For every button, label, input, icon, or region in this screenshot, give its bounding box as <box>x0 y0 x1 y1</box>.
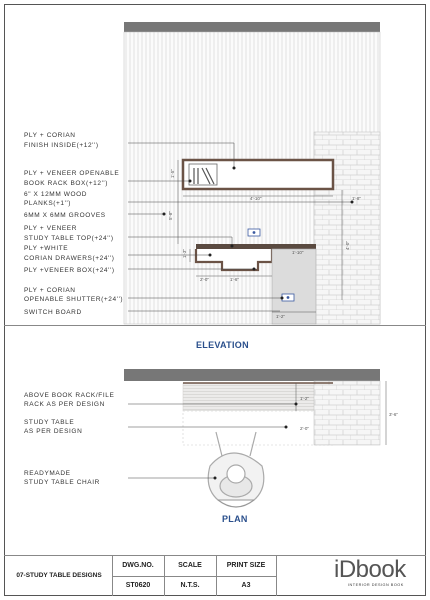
dwg-no-label: DWG.NO. <box>122 562 154 569</box>
dim-text: 1'-2" <box>300 396 309 401</box>
dim-text: 1'-2" <box>276 314 285 319</box>
dim-text: 1'-5" <box>170 169 175 178</box>
plan-wall-band <box>124 369 380 381</box>
plan-study-table <box>183 411 333 445</box>
plan-title: PLAN <box>222 514 248 524</box>
study-table-top <box>196 244 316 249</box>
note-book-rack-plan-a: ABOVE BOOK RACK/FILE <box>24 392 115 399</box>
title-block-row-divider <box>112 576 276 577</box>
note-wood-planks-b: PLANKS(+1'') <box>24 200 72 207</box>
note-book-rack-plan-b: RACK AS PER DESIGN <box>24 401 105 408</box>
dim-text: 1'-8" <box>352 196 361 201</box>
dwg-no-value: ST0620 <box>125 582 151 589</box>
print-size-value: A3 <box>241 582 251 589</box>
note-study-table-b: AS PER DESIGN <box>24 428 83 435</box>
dim-text: 4'-10" <box>250 196 262 201</box>
note-study-table-a: STUDY TABLE <box>24 419 75 426</box>
dim-text: 1'-3" <box>182 249 187 258</box>
print-size-label: PRINT SIZE <box>226 562 266 569</box>
note-book-rack-a: PLY + VENEER OPENABLE <box>24 170 120 177</box>
plan-brick-wall <box>314 381 380 445</box>
dim-text: 1'-10" <box>292 250 304 255</box>
note-grooves: 6MM X 6MM GROOVES <box>24 212 106 219</box>
plan-book-rack <box>183 383 333 411</box>
note-wood-planks-a: 6" X 12MM WOOD <box>24 191 88 198</box>
note-finish-inside: FINISH INSIDE(+12'') <box>24 142 99 149</box>
title-block-divider <box>276 555 277 596</box>
note-chair-a: READYMADE <box>24 470 71 477</box>
scale-value: N.T.S. <box>180 582 200 589</box>
dim-text: 2'-0" <box>200 277 209 282</box>
note-study-top-a: PLY + VENEER <box>24 225 78 232</box>
note-veneer-box: PLY +VENEER BOX(+24'') <box>24 267 115 274</box>
dim-text: 3'-6" <box>389 412 398 417</box>
dim-text: 4'-0" <box>345 241 350 250</box>
note-drawers-b: CORIAN DRAWERS(+24'') <box>24 255 115 262</box>
idbook-logo <box>334 557 426 595</box>
scale-label: SCALE <box>178 562 202 569</box>
note-drawers-a: PLY +WHITE <box>24 245 69 252</box>
note-book-rack-b: BOOK RACK BOX(+12'') <box>24 180 109 187</box>
note-ply-corian: PLY + CORIAN <box>24 132 76 139</box>
elevation-title: ELEVATION <box>196 340 249 350</box>
note-chair-b: STUDY TABLE CHAIR <box>24 479 100 486</box>
side-cabinet <box>272 249 316 324</box>
note-shutter-a: PLY + CORIAN <box>24 287 76 294</box>
note-study-top-b: STUDY TABLE TOP(+24'') <box>24 235 114 242</box>
note-shutter-b: OPENABLE SHUTTER(+24'') <box>24 296 124 303</box>
logo-tagline: INTERIOR DESIGN BOOK <box>348 583 404 587</box>
drawing-name: 07-STUDY TABLE DESIGNS <box>16 572 102 579</box>
dim-text: 5'-8" <box>168 211 173 220</box>
section-divider <box>4 325 426 326</box>
dim-text: 1'-6" <box>230 277 239 282</box>
dim-text: 2'-0" <box>300 426 309 431</box>
ceiling-band <box>124 22 380 32</box>
note-switch-board: SWITCH BOARD <box>24 309 82 316</box>
logo-text: iDbook <box>334 556 406 583</box>
